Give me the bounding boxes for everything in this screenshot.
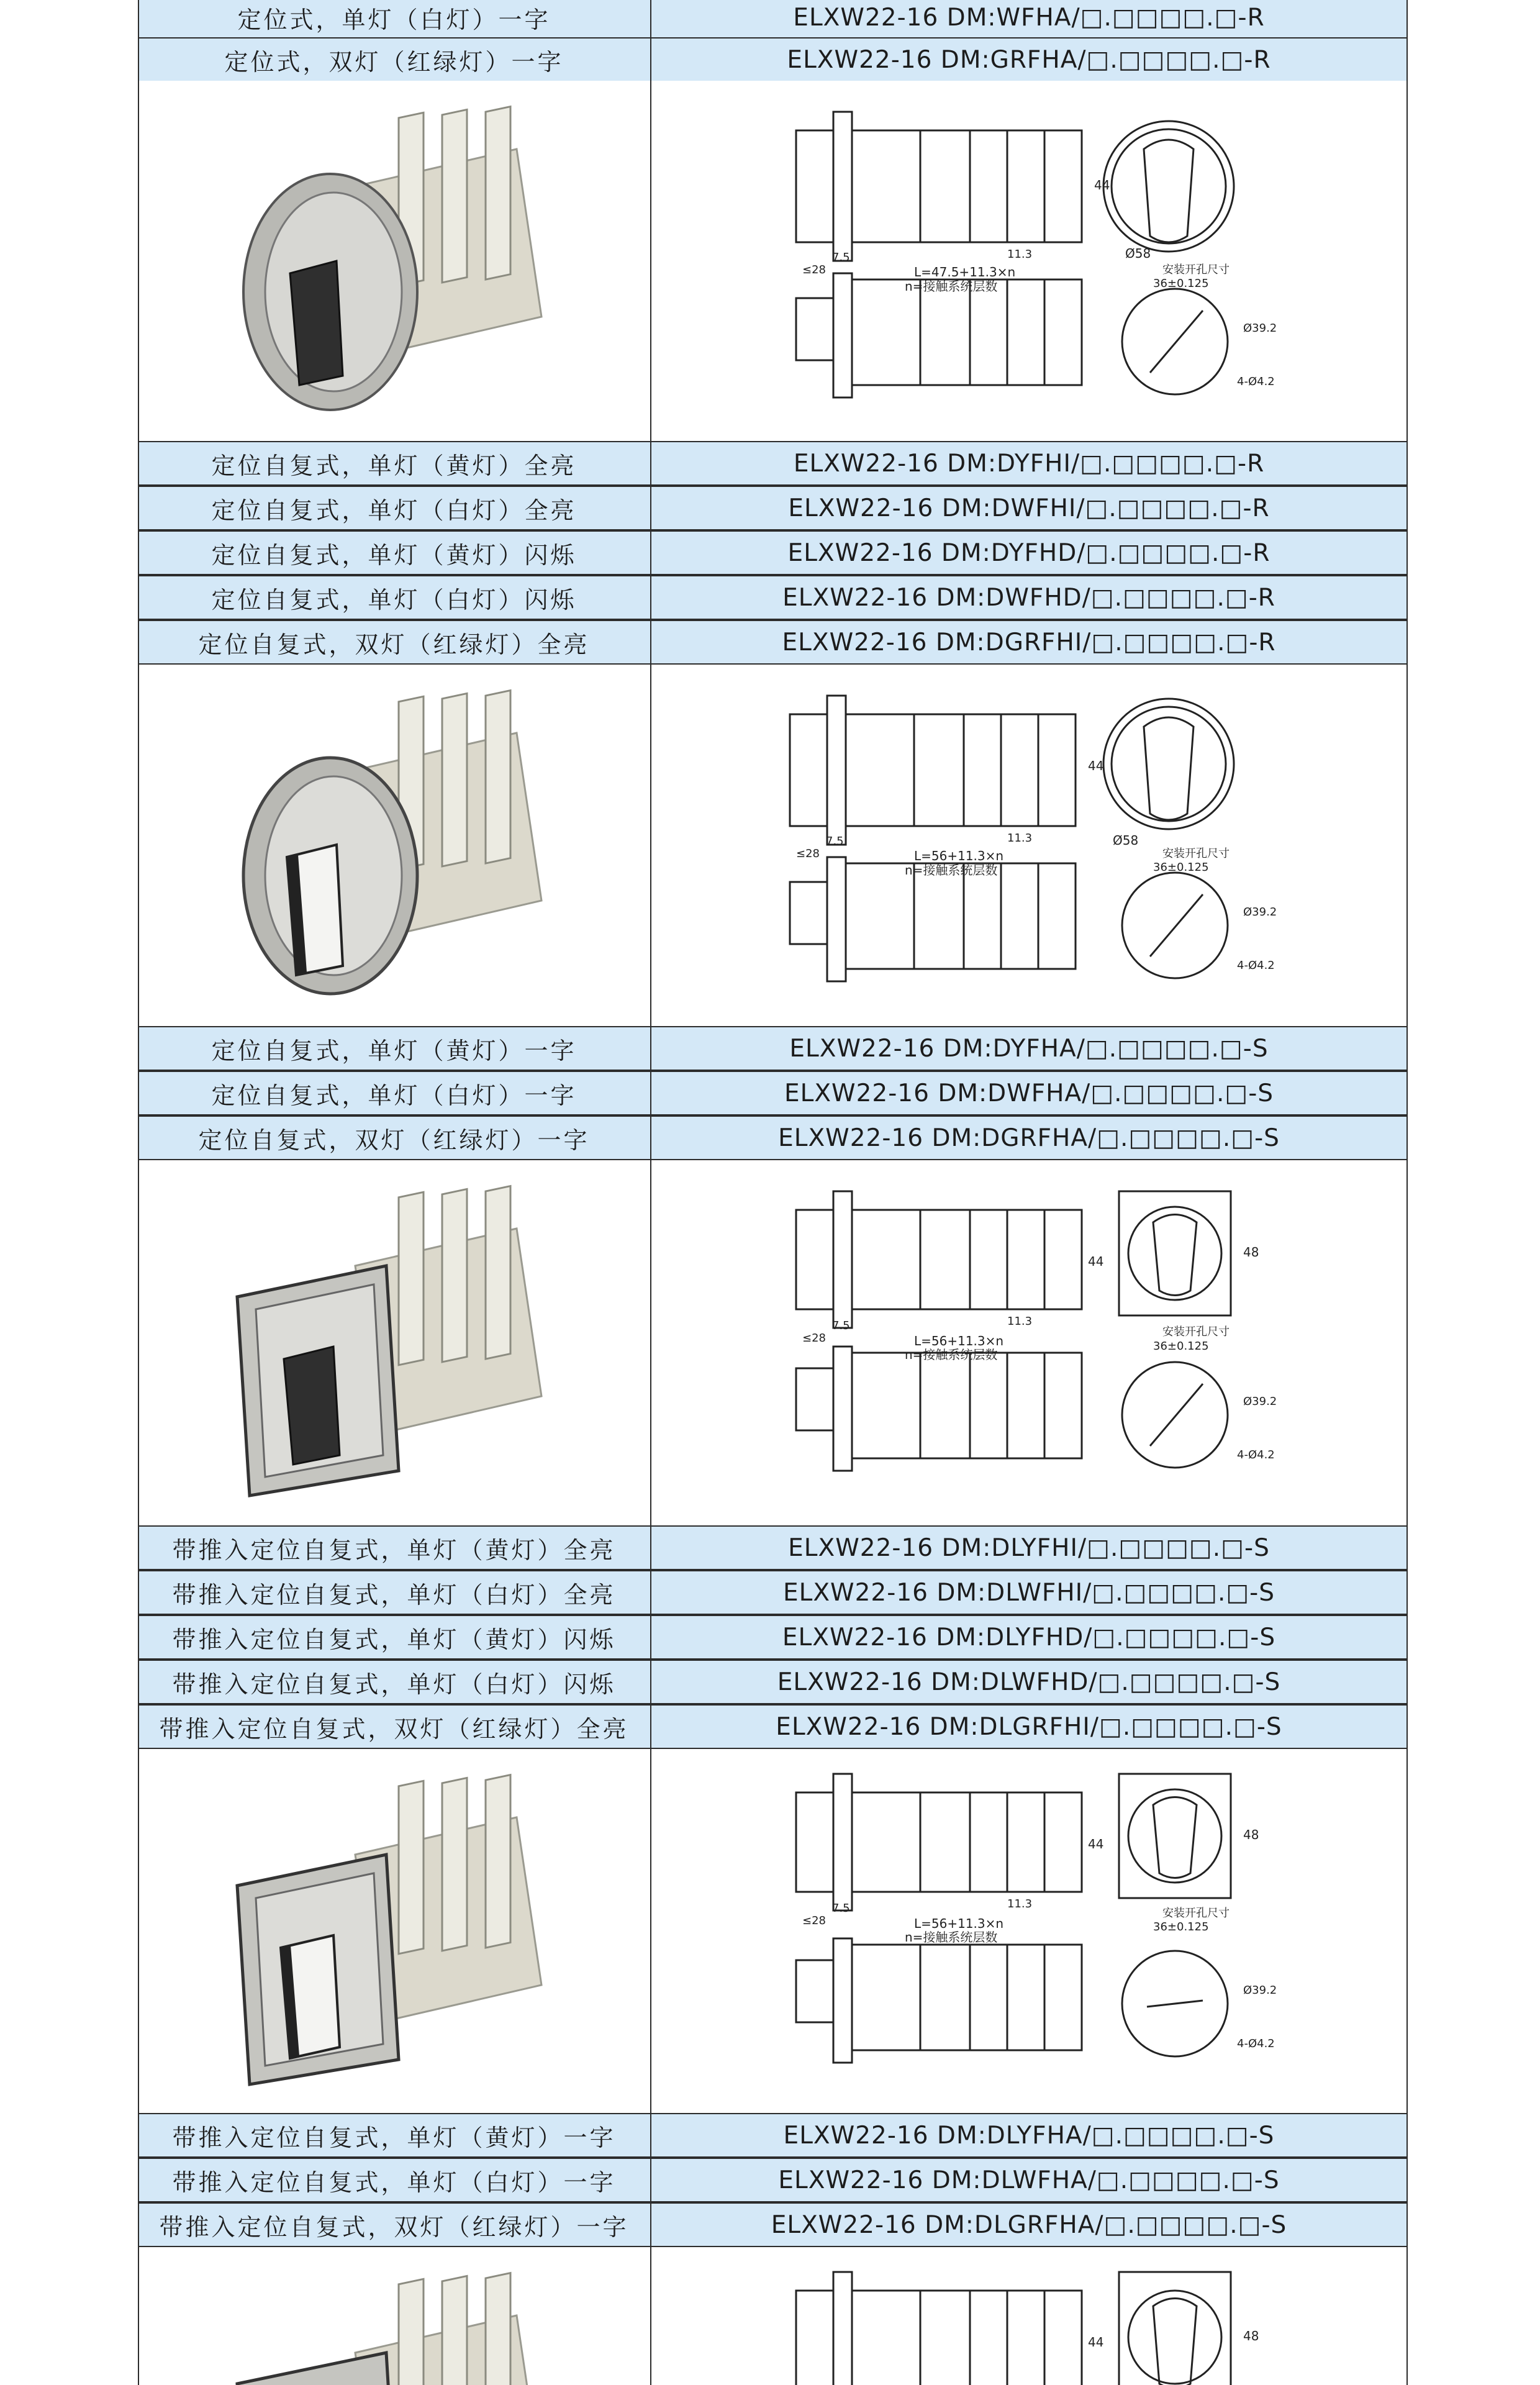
row-description: 定位自复式，单灯（白灯）全亮	[211, 496, 577, 524]
table-row	[138, 1660, 1408, 1704]
dim-panel: 7.5	[832, 251, 850, 264]
dim-fixing-holes: 4-Ø4.2	[1237, 2037, 1275, 2050]
table-row	[138, 1026, 1408, 1071]
table-row	[138, 1071, 1408, 1115]
row-description: 定位自复式，单灯（黄灯）全亮	[211, 452, 577, 479]
table-row	[138, 441, 1408, 486]
dim-panel: 7.5	[832, 1902, 850, 1915]
row-description: 带推入定位自复式，单灯（白灯）闪烁	[172, 1670, 616, 1698]
dim-hole-pitch: 36±0.125	[1153, 277, 1209, 290]
row-model-code: ELXW22-16 DM:DLYFHD/□.□□□□.□-S	[782, 1623, 1276, 1651]
dim-hole-pitch: 36±0.125	[1153, 1920, 1209, 1933]
dim-bezel-diameter: Ø58	[1125, 246, 1151, 261]
dim-bezel-diameter: Ø58	[1113, 833, 1139, 848]
dimension-drawing-partial	[759, 2260, 1386, 2385]
dim-module: 11.3	[1007, 1897, 1033, 1910]
dim-caption: n=接触系统层数	[905, 1347, 998, 1362]
dimension-drawing	[759, 1173, 1386, 1508]
dim-cutout-title: 安装开孔尺寸	[1162, 1907, 1230, 1920]
row-description: 带推入定位自复式，双灯（红绿灯）全亮	[159, 1715, 629, 1743]
row-description: 带推入定位自复式，单灯（黄灯）一字	[172, 2124, 616, 2151]
dim-square-side: 48	[1243, 1827, 1259, 1842]
product-row	[138, 81, 1408, 442]
dim-panel: 7.5	[826, 835, 844, 848]
table-row	[138, 2202, 1408, 2247]
table-row	[138, 1525, 1408, 1570]
product-photo-square-black-knob	[194, 1173, 591, 1508]
dim-fixing-holes: 4-Ø4.2	[1237, 375, 1275, 388]
table-row	[138, 1704, 1408, 1749]
dim-module: 11.3	[1007, 248, 1033, 261]
dim-height: 44	[1088, 1837, 1104, 1851]
dim-hole-pitch: 36±0.125	[1153, 1340, 1209, 1353]
dim-caption: n=接触系统层数	[905, 279, 998, 294]
dim-fixing-holes: 4-Ø4.2	[1237, 959, 1275, 972]
table-row	[138, 530, 1408, 575]
spec-table	[138, 0, 1408, 2385]
product-row	[138, 665, 1408, 1026]
dimension-drawing	[759, 93, 1386, 429]
dim-module: 11.3	[1007, 832, 1033, 845]
dim-cutout-title: 安装开孔尺寸	[1162, 1325, 1230, 1338]
row-model-code: ELXW22-16 DM:DYFHI/□.□□□□.□-R	[793, 449, 1265, 478]
row-model-code: ELXW22-16 DM:DGRFHI/□.□□□□.□-R	[782, 628, 1276, 656]
row-model-code: ELXW22-16 DM:DWFHA/□.□□□□.□-S	[784, 1079, 1274, 1107]
dim-cutout-diameter: Ø39.2	[1243, 322, 1277, 335]
row-model-code: ELXW22-16 DM:DLWFHD/□.□□□□.□-S	[777, 1668, 1281, 1696]
dim-square-side: 48	[1243, 1245, 1259, 1260]
row-model-code: ELXW22-16 DM:WFHA/□.□□□□.□-R	[793, 3, 1265, 32]
row-description: 定位式，双灯（红绿灯）一字	[224, 48, 564, 76]
row-description: 带推入定位自复式，单灯（黄灯）闪烁	[172, 1625, 616, 1653]
table-row	[138, 0, 1408, 40]
row-description: 定位自复式，双灯（红绿灯）一字	[198, 1126, 590, 1154]
table-row	[138, 2113, 1408, 2158]
dim-depth: ≤28	[802, 263, 826, 276]
grid-line-right	[1406, 0, 1408, 2385]
dim-hole-pitch: 36±0.125	[1153, 861, 1209, 874]
product-row	[138, 1749, 1408, 2110]
product-photo-round-white-knob	[194, 677, 591, 1012]
dim-length-formula: L=56+11.3×n	[914, 1333, 1004, 1348]
product-photo-round-black-knob	[194, 93, 591, 429]
dim-panel: 7.5	[832, 1319, 850, 1332]
table-row	[138, 1615, 1408, 1660]
product-row	[138, 1160, 1408, 1522]
dim-depth: ≤28	[802, 1914, 826, 1927]
dim-length-formula: L=56+11.3×n	[914, 848, 1004, 863]
product-photo-partial	[194, 2260, 591, 2385]
row-description: 定位自复式，单灯（黄灯）闪烁	[211, 541, 577, 569]
dim-caption: n=接触系统层数	[905, 1930, 998, 1945]
table-row	[138, 1115, 1408, 1160]
dim-cutout-diameter: Ø39.2	[1243, 1395, 1277, 1408]
table-row	[138, 575, 1408, 620]
row-model-code: ELXW22-16 DM:DGRFHA/□.□□□□.□-S	[778, 1124, 1280, 1152]
table-row	[138, 620, 1408, 665]
row-model-code: ELXW22-16 DM:DWFHI/□.□□□□.□-R	[788, 494, 1270, 522]
dim-height: 44	[1094, 178, 1110, 193]
row-description: 定位自复式，双灯（红绿灯）全亮	[198, 630, 590, 658]
row-model-code: ELXW22-16 DM:DYFHD/□.□□□□.□-R	[787, 538, 1270, 567]
dim-height: 44	[1088, 2335, 1104, 2350]
dim-height: 44	[1088, 1254, 1104, 1269]
dim-length-formula: L=56+11.3×n	[914, 1916, 1004, 1931]
dim-depth: ≤28	[796, 847, 820, 860]
row-description: 定位自复式，单灯（黄灯）一字	[211, 1037, 577, 1065]
row-description: 带推入定位自复式，单灯（白灯）一字	[172, 2168, 616, 2196]
row-model-code: ELXW22-16 DM:DLWFHI/□.□□□□.□-S	[782, 1578, 1275, 1607]
dim-module: 11.3	[1007, 1315, 1033, 1328]
table-row	[138, 37, 1408, 82]
row-model-code: ELXW22-16 DM:DLYFHI/□.□□□□.□-S	[788, 1533, 1270, 1562]
dim-cutout-diameter: Ø39.2	[1243, 906, 1277, 919]
dim-cutout-diameter: Ø39.2	[1243, 1984, 1277, 1997]
row-description: 定位自复式，单灯（白灯）闪烁	[211, 586, 577, 614]
row-model-code: ELXW22-16 DM:DYFHA/□.□□□□.□-S	[789, 1034, 1269, 1063]
row-description: 定位式，单灯（白灯）一字	[237, 6, 551, 34]
dim-caption: n=接触系统层数	[905, 863, 998, 878]
dim-square-side: 48	[1243, 2328, 1259, 2343]
row-model-code: ELXW22-16 DM:DLYFHA/□.□□□□.□-S	[783, 2121, 1275, 2150]
dimension-drawing	[759, 677, 1386, 1012]
dim-height: 44	[1088, 758, 1104, 773]
grid-line-middle	[650, 0, 651, 2385]
dim-fixing-holes: 4-Ø4.2	[1237, 1448, 1275, 1461]
table-row	[138, 2158, 1408, 2202]
row-model-code: ELXW22-16 DM:DLGRFHI/□.□□□□.□-S	[776, 1712, 1282, 1741]
row-description: 带推入定位自复式，单灯（黄灯）全亮	[172, 1536, 616, 1564]
grid-line-left	[138, 0, 139, 2385]
table-row	[138, 486, 1408, 530]
product-photo-square-white-knob	[194, 1761, 591, 2097]
row-description: 带推入定位自复式，双灯（红绿灯）一字	[159, 2213, 629, 2241]
dim-length-formula: L=47.5+11.3×n	[914, 265, 1016, 279]
dim-cutout-title: 安装开孔尺寸	[1162, 263, 1230, 276]
row-model-code: ELXW22-16 DM:DWFHD/□.□□□□.□-R	[782, 583, 1275, 612]
row-description: 定位自复式，单灯（白灯）一字	[211, 1081, 577, 1109]
dim-cutout-title: 安装开孔尺寸	[1162, 847, 1230, 860]
product-row	[138, 2247, 1408, 2385]
row-model-code: ELXW22-16 DM:DLGRFHA/□.□□□□.□-S	[771, 2210, 1287, 2239]
row-model-code: ELXW22-16 DM:GRFHA/□.□□□□.□-R	[787, 45, 1271, 74]
dimension-drawing	[759, 1761, 1386, 2097]
table-row	[138, 1570, 1408, 1615]
dim-depth: ≤28	[802, 1332, 826, 1345]
row-description: 带推入定位自复式，单灯（白灯）全亮	[172, 1581, 616, 1609]
row-model-code: ELXW22-16 DM:DLWFHA/□.□□□□.□-S	[778, 2166, 1280, 2194]
